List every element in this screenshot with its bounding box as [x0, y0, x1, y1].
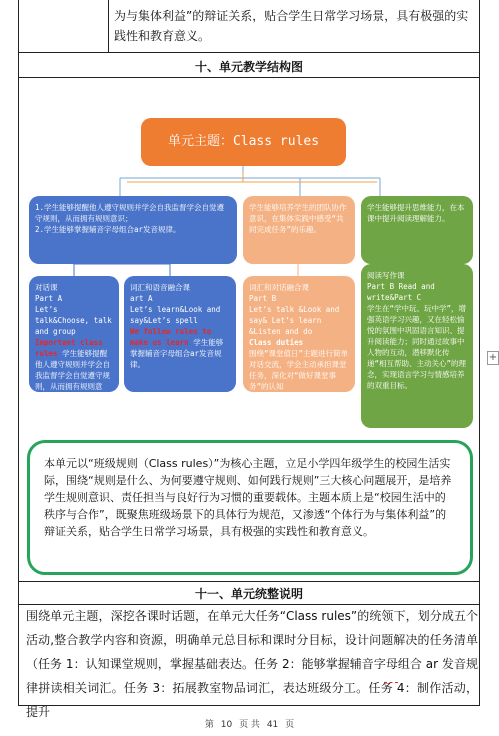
lesson-focus: We follow rules to make us learn: [130, 327, 212, 347]
lesson-title: 对话课: [35, 283, 58, 292]
row-divider: [18, 581, 480, 582]
lesson-box-reading-writing: [361, 264, 473, 428]
lesson-box-vocab-dialogue: [243, 276, 355, 392]
lesson-title: 词汇和对话融合课: [249, 283, 309, 292]
lesson-part: Part B: [249, 294, 277, 303]
lesson-goal: 学生能够掌握辅音字母组合ar发音规律。: [130, 338, 224, 369]
footer-mid: 页 共: [239, 720, 260, 730]
lesson-activity: Let’s talk&Choose, talk and group: [35, 305, 112, 336]
lesson-title: 词汇和语音融合课: [130, 283, 190, 292]
unit-summary-box: 本单元以“班级规则（Class rules）”为核心主题，立足小学四年级学生的校园生活实际，围绕“规则是什么、为何要遵守规则、如何践行规则”三大核心问题展开，是培养学生规则意识、责任担当与良好行为习惯的重要载体。主题本质上是“校园生活中的秩序与合作”，既聚焦班级场景下的具体行为规范，又渗透“个体行为与集体利益”的辩证关系，贴合学生日常学习场景，具有极强的实践性和教育意义。: [27, 440, 473, 575]
section-10-title: 十、单元教学结构图: [194, 60, 303, 74]
lesson-title: 阅读写作课: [367, 271, 405, 280]
section-11-body: 围绕单元主题，深挖各课时话题，在单元大任务“Class rules”的统领下，划分成五个活动,整合教学内容和资源，明确单元总目标和课时分目标，设计问题解决的任务清单（任务 1：认知课堂规则，掌握基础表达。任务 2：能够掌握辅音字母组合 ar 发音规律拼读相关词汇。任务 3：拓展教室物品词汇，表达班级分工。任务 4：制作活动，提升: [26, 609, 478, 719]
lesson-activity: Let’s learn&Look and say&Let’s spell: [130, 305, 221, 325]
top-cell-text: 为与集体利益”的辩证关系，贴合学生日常学习场景，具有极强的实践性和教育意义。: [114, 9, 469, 43]
lesson-box-dialogue: [29, 276, 119, 402]
footer-page-number: 10: [220, 720, 233, 730]
footer-total-pages: 41: [266, 720, 279, 730]
section-11-title: 十一、单元统整说明: [194, 587, 303, 601]
lesson-part: Part B Read and write&Part C: [367, 282, 435, 302]
lesson-focus: Important class rules: [35, 338, 103, 358]
footer-prefix: 第: [204, 720, 214, 730]
lesson-part: Part A: [35, 294, 63, 303]
lesson-activity: Let’s talk &Look and say& Let’s learn &Listen and do: [249, 305, 340, 336]
lesson-focus: Class duties: [249, 338, 304, 347]
goal-box-green: 学生能够提升思维能力，在本课中提升阅读理解能力。: [361, 196, 473, 264]
add-row-icon[interactable]: +: [488, 352, 498, 363]
lesson-box-vocab-phonics: [124, 276, 236, 392]
goal-box-blue: 1.学生能够提醒他人遵守规则并学会自我监督学会自觉遵守规则，从而拥有规则意识； 2.学生能够掌握辅音字母组合ar发音规律。: [29, 196, 237, 264]
lesson-part: art A: [130, 294, 153, 303]
lesson-goal: 学生能够提醒他人遵守规则并学会自我监督学会自觉遵守规则，从而拥有规则意识。: [35, 349, 110, 402]
footer-suffix: 页: [285, 720, 295, 730]
lesson-goal: 学生在“学中玩、玩中学”，增强英语学习兴趣，又在轻松愉悦的氛围中巩固语言知识、提升阅读能力；同时通过故事中人物的互动，潜移默化传递“相互帮助、主动关心”的理念，实现语言学习与情感培养的双重目标。: [367, 304, 467, 390]
spellcheck-underline: [384, 682, 398, 683]
lesson-goal: 围绕“课堂值日”主题进行简单对话交流，学会主动承担课堂任务，深化对“做好课堂事务”的认知: [249, 349, 349, 391]
goal-box-peach: 学生能够培养学生的团队协作意识，在集体实践中感受“共同完成任务”的乐趣。: [243, 196, 355, 264]
page-footer: [0, 717, 499, 730]
unit-theme-box: 单元主题：Class rules: [141, 118, 346, 166]
